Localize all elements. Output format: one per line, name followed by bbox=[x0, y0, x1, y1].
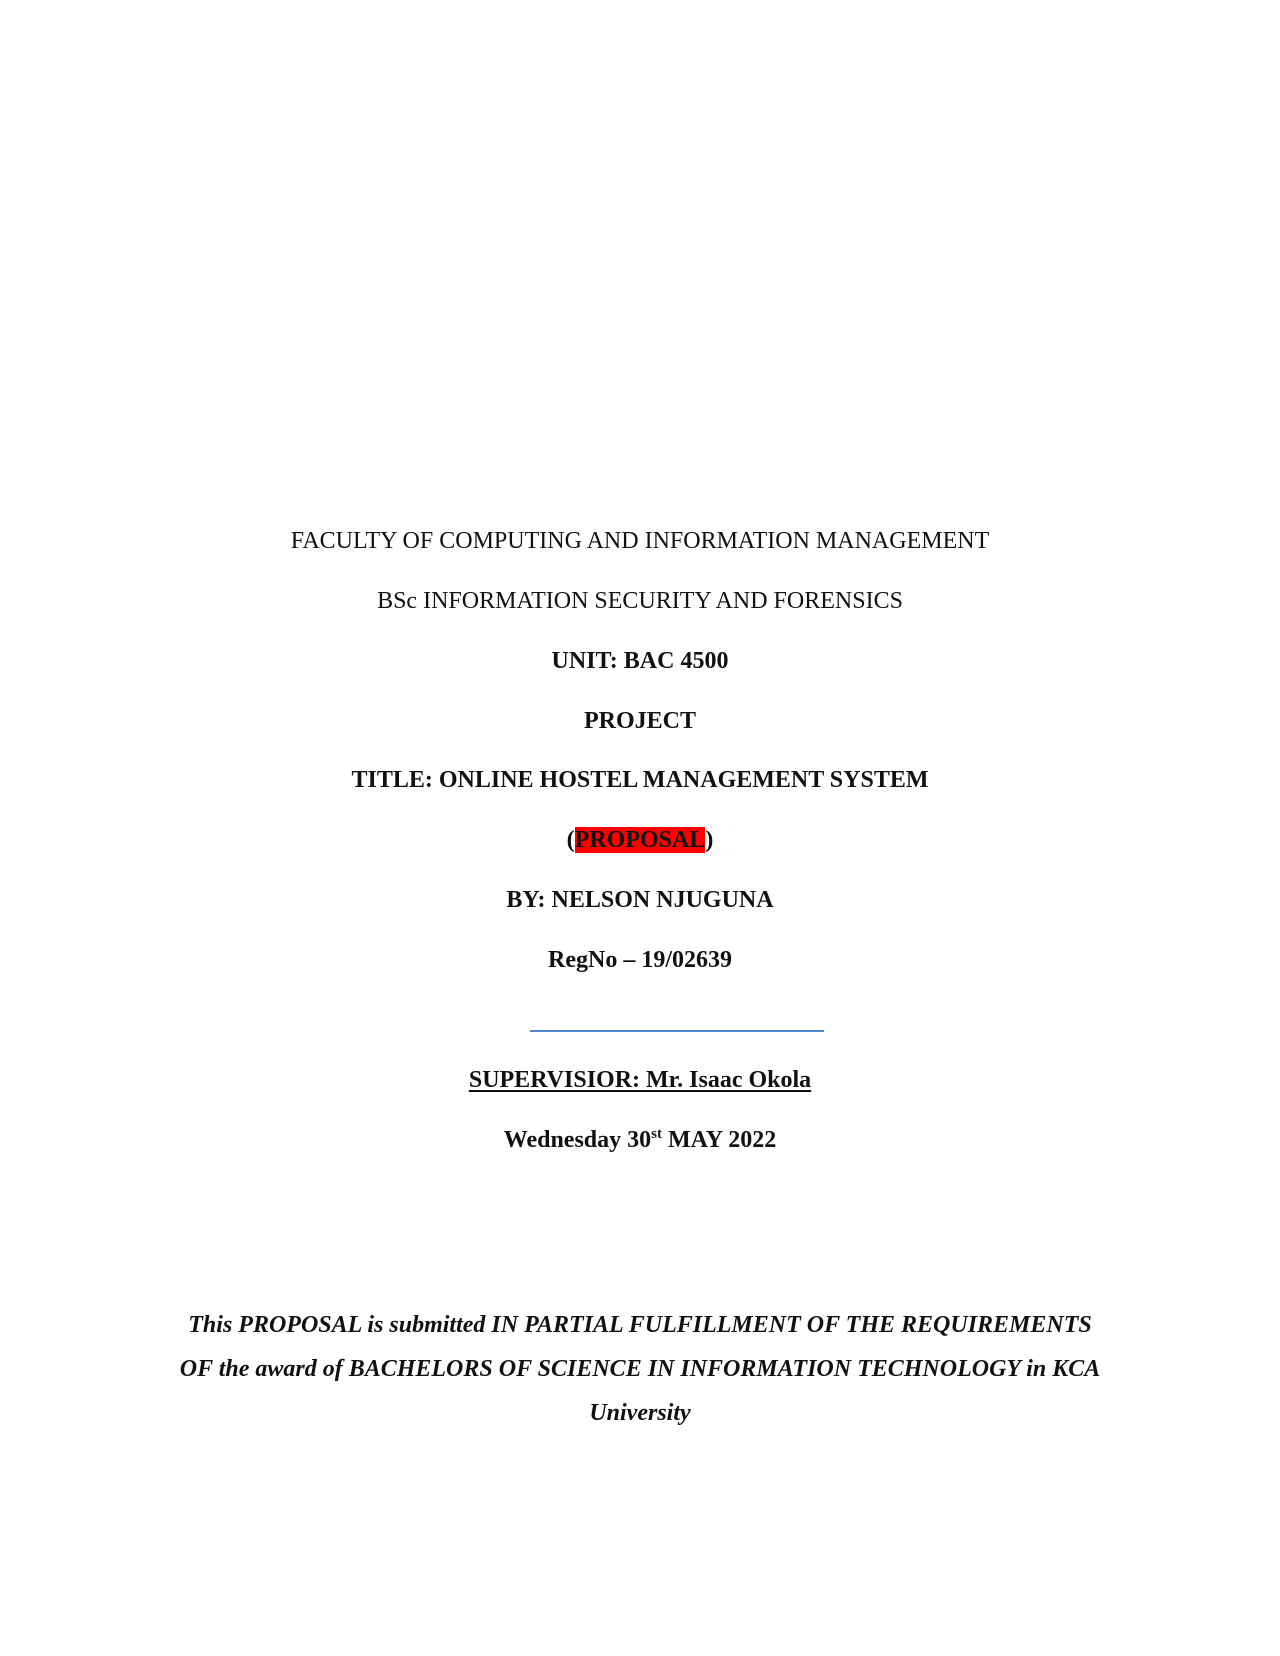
date-day: Wednesday 30 bbox=[503, 1127, 652, 1153]
author-line: BY: NELSON NJUGUNA bbox=[506, 887, 774, 913]
statement-line-2: OF the award of BACHELORS OF SCIENCE IN INFORMATION TECHNOLOGY in KCA bbox=[179, 1356, 1101, 1382]
submission-statement bbox=[0, 1303, 1280, 1435]
faculty-line: FACULTY OF COMPUTING AND INFORMATION MANAGEMENT bbox=[290, 528, 990, 554]
programme-line: BSc INFORMATION SECURITY AND FORENSICS bbox=[377, 588, 903, 614]
separator-rule bbox=[530, 1030, 824, 1032]
date-suffix: st bbox=[651, 1126, 662, 1142]
title-line: TITLE: ONLINE HOSTEL MANAGEMENT SYSTEM bbox=[351, 767, 929, 793]
regno-line: RegNo – 19/02639 bbox=[548, 947, 732, 973]
supervisor-text: SUPERVISIOR: Mr. Isaac Okola bbox=[468, 1067, 812, 1093]
statement-line-1: This PROPOSAL is submitted IN PARTIAL FULFILLMENT OF THE REQUIREMENTS bbox=[188, 1312, 1092, 1338]
date-rest: MAY 2022 bbox=[661, 1127, 777, 1153]
proposal-close-paren: ) bbox=[705, 827, 714, 853]
proposal-line bbox=[0, 825, 1280, 855]
statement-line-3: University bbox=[589, 1400, 691, 1426]
supervisor-line bbox=[0, 1065, 1280, 1095]
proposal-open-paren: ( bbox=[566, 827, 575, 853]
date-line bbox=[0, 1125, 1280, 1155]
unit-line: UNIT: BAC 4500 bbox=[551, 648, 729, 674]
proposal-highlight: PROPOSAL bbox=[574, 827, 706, 853]
project-line: PROJECT bbox=[583, 708, 696, 734]
